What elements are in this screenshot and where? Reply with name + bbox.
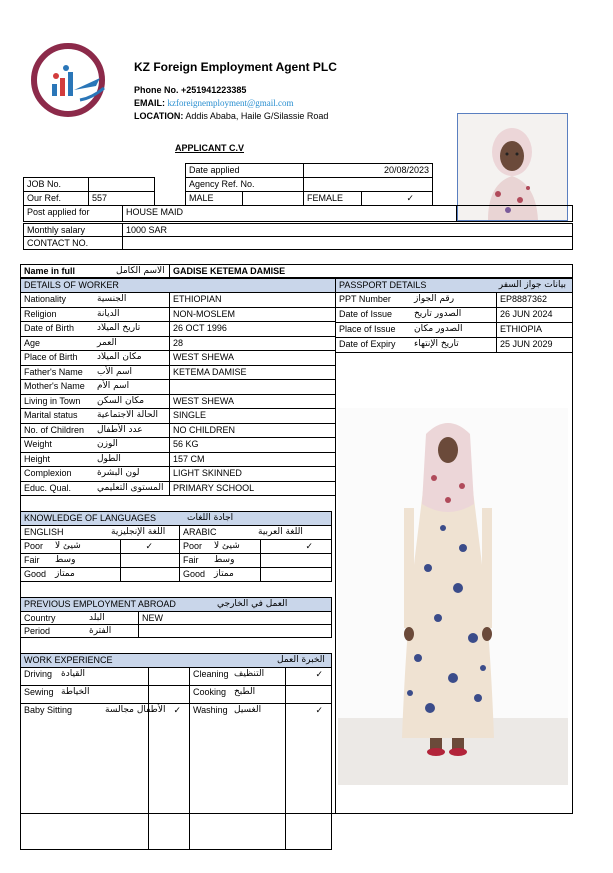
english-level-cell <box>20 539 121 554</box>
date-applied-label: Date applied <box>185 163 304 178</box>
previous-header-ar: العمل في الخارجي <box>217 599 288 609</box>
worker-label-cell <box>20 466 170 482</box>
english-level: Fair <box>24 555 40 565</box>
experience-left-check <box>148 685 190 704</box>
previous-header <box>20 597 332 612</box>
english-check <box>120 567 180 582</box>
worker-value: LIGHT SKINNED <box>169 466 336 482</box>
worker-label: Date of Birth <box>24 323 75 333</box>
email-line <box>134 99 294 108</box>
arabic-level: Fair <box>183 555 199 565</box>
arabic-level-cell <box>179 553 261 568</box>
worker-label: Mother's Name <box>24 381 85 391</box>
passport-header <box>335 278 573 293</box>
phone-label: Phone No. <box>134 85 179 95</box>
passport-label-cell <box>335 337 497 353</box>
experience-skill: Baby Sitting <box>24 705 73 715</box>
email-value[interactable]: kzforeignemployment@gmail.com <box>167 98 294 108</box>
passport-value: 25 JUN 2029 <box>496 337 573 353</box>
experience-skill: Washing <box>193 705 228 715</box>
worker-label-ar: مكان الميلاد <box>97 352 142 362</box>
experience-right-cell <box>189 685 286 704</box>
our-ref-value: 557 <box>88 191 155 206</box>
worker-label-cell <box>20 365 170 381</box>
experience-skill-ar: الخياطة <box>61 687 90 697</box>
worker-label-ar: الطول <box>97 453 121 464</box>
worker-label-ar: العمر <box>97 337 117 348</box>
name-label-cell <box>20 264 170 278</box>
worker-label-ar: الحالة الاجتماعية <box>97 410 158 420</box>
location-label: LOCATION: <box>134 111 184 121</box>
post-extra <box>456 205 573 222</box>
worker-value: WEST SHEWA <box>169 350 336 366</box>
arabic-level: Good <box>183 569 206 579</box>
passport-label-ar: تاريخ الإنتهاء <box>414 339 459 349</box>
passport-label-cell <box>335 307 497 323</box>
passport-label: Place of Issue <box>339 324 396 334</box>
name-label-ar: الاسم الكامل <box>116 266 165 276</box>
arabic-level-ar: شيئ لا <box>214 541 240 551</box>
experience-right-cell <box>189 703 286 850</box>
english-level-ar: ممتاز <box>55 569 75 579</box>
english-level: Good <box>24 569 47 579</box>
worker-value: NON-MOSLEM <box>169 307 336 323</box>
english-level-cell <box>20 567 121 582</box>
arabic-label: ARABIC <box>183 527 217 537</box>
worker-label: Educ. Qual. <box>24 482 72 493</box>
job-no-value <box>88 177 155 192</box>
male-label: MALE <box>185 191 243 206</box>
experience-left-cell <box>20 703 166 850</box>
country-label: Country <box>24 613 56 623</box>
arabic-level-ar: ممتاز <box>214 569 234 579</box>
worker-value: 28 <box>169 336 336 352</box>
worker-label: Father's Name <box>24 366 83 377</box>
worker-label: Place of Birth <box>24 352 78 362</box>
worker-label-cell <box>20 350 170 366</box>
agency-logo-icon <box>30 40 110 120</box>
worker-value: SINGLE <box>169 408 336 424</box>
email-label: EMAIL: <box>134 98 165 108</box>
worker-value: NO CHILDREN <box>169 423 336 439</box>
name-label: Name in full <box>24 266 76 276</box>
female-label: FEMALE <box>303 191 362 206</box>
previous-header-label: PREVIOUS EMPLOYMENT ABROAD <box>24 599 176 609</box>
passport-value: EP8887362 <box>496 292 573 308</box>
worker-value: ETHIOPIAN <box>169 292 336 308</box>
period-value <box>138 624 332 638</box>
worker-label: Marital status <box>24 410 78 420</box>
passport-label-cell <box>335 322 497 338</box>
worker-label: Living in Town <box>24 395 81 406</box>
experience-skill-ar: الأطفال مجالسة <box>105 705 166 715</box>
worker-value <box>169 379 336 395</box>
period-label: Period <box>24 626 51 636</box>
worker-label-ar: اسم الأم <box>97 381 130 391</box>
worker-label-cell <box>20 336 170 352</box>
country-value: NEW <box>138 611 332 625</box>
worker-label-ar: المستوى التعليمي <box>97 482 164 493</box>
worker-label: Nationality <box>24 294 67 304</box>
experience-header-label: WORK EXPERIENCE <box>24 655 113 665</box>
phone-line <box>134 86 246 95</box>
worker-label: Weight <box>24 439 52 449</box>
english-level-ar: شيئ لا <box>55 541 81 551</box>
english-header <box>20 525 180 540</box>
experience-skill: Cooking <box>193 687 227 697</box>
contact-value <box>122 236 573 250</box>
worker-label-cell <box>20 452 170 468</box>
experience-right-check: ✓ <box>285 703 332 850</box>
worker-label-ar: الديانة <box>97 308 120 319</box>
languages-header-ar: اجادة اللغات <box>187 513 234 523</box>
experience-skill-ar: التنظيف <box>234 669 265 679</box>
doc-title: APPLICANT C.V <box>175 143 245 153</box>
english-label: ENGLISH <box>24 527 64 537</box>
worker-label: No. of Children <box>24 424 85 435</box>
worker-value: 56 KG <box>169 437 336 453</box>
passport-value: 26 JUN 2024 <box>496 307 573 323</box>
worker-header: DETAILS OF WORKER <box>20 278 336 293</box>
experience-right-check: ✓ <box>285 667 332 686</box>
contact-label: CONTACT NO. <box>23 236 123 250</box>
date-applied-value: 20/08/2023 <box>303 163 433 178</box>
passport-label: Date of Issue <box>339 309 393 319</box>
worker-label-cell <box>20 481 170 497</box>
arabic-level: Poor <box>183 541 203 551</box>
passport-photo-area <box>335 352 573 814</box>
location-value: Addis Ababa, Haile G/Silassie Road <box>185 111 329 121</box>
arabic-check <box>260 567 332 582</box>
english-ar: اللغة الإنجليزية <box>111 527 166 537</box>
worker-label-cell <box>20 437 170 453</box>
worker-label: Age <box>24 337 41 348</box>
worker-label-cell <box>20 394 170 410</box>
experience-skill: Sewing <box>24 687 54 697</box>
period-ar: الفترة <box>89 626 112 636</box>
male-box <box>242 191 304 206</box>
passport-label: Date of Expiry <box>339 339 396 349</box>
worker-label-ar: عدد الأطفال <box>97 424 143 435</box>
agency-ref-value <box>303 177 433 192</box>
experience-right-check <box>285 685 332 704</box>
languages-header-label: KNOWLEDGE OF LANGUAGES <box>24 513 157 523</box>
post-label: Post applied for <box>23 205 123 222</box>
arabic-level-ar: وسط <box>214 555 235 565</box>
worker-label-cell <box>20 307 170 323</box>
worker-label-ar: لون البشرة <box>97 468 140 478</box>
experience-skill-ar: الطبخ <box>234 687 256 697</box>
worker-label: Complexion <box>24 468 72 478</box>
worker-value: KETEMA DAMISE <box>169 365 336 381</box>
experience-skill-ar: القيادة <box>61 669 85 679</box>
passport-label-ar: الصدور مكان <box>414 324 463 334</box>
worker-label-cell <box>20 321 170 337</box>
english-check <box>120 553 180 568</box>
company-name: KZ Foreign Employment Agent PLC <box>134 60 337 74</box>
experience-header-ar: الخبرة العمل <box>277 655 325 665</box>
phone-value: +251941223385 <box>181 85 247 95</box>
salary-value: 1000 SAR <box>122 223 573 237</box>
location-line <box>134 112 328 121</box>
worker-label-cell <box>20 379 170 395</box>
passport-header-label: PASSPORT DETAILS <box>339 280 427 290</box>
experience-skill: Cleaning <box>193 669 229 679</box>
worker-value: 157 CM <box>169 452 336 468</box>
passport-label-ar: الصدور تاريخ <box>414 309 462 319</box>
experience-left-check <box>148 667 190 686</box>
female-check: ✓ <box>361 191 433 206</box>
period-label-cell <box>20 624 139 638</box>
experience-left-cell <box>20 667 149 686</box>
english-check: ✓ <box>120 539 180 554</box>
post-value: HOUSE MAID <box>122 205 457 222</box>
passport-header-ar: بيانات جواز السفر <box>498 280 566 290</box>
experience-header <box>20 653 332 668</box>
worker-label-cell <box>20 408 170 424</box>
worker-label-ar: مكان السكن <box>97 395 145 406</box>
arabic-check: ✓ <box>260 539 332 554</box>
job-no-label: JOB No. <box>23 177 89 192</box>
english-level-cell <box>20 553 121 568</box>
worker-value: PRIMARY SCHOOL <box>169 481 336 497</box>
experience-skill-ar: الغسيل <box>234 705 262 715</box>
arabic-level-cell <box>179 539 261 554</box>
english-level-ar: وسط <box>55 555 76 565</box>
experience-left-check: ✓ <box>148 703 190 850</box>
our-ref-label: Our Ref. <box>23 191 89 206</box>
english-level: Poor <box>24 541 44 551</box>
worker-value: 26 OCT 1996 <box>169 321 336 337</box>
worker-label: Height <box>24 453 51 464</box>
worker-label-cell <box>20 292 170 308</box>
country-label-cell <box>20 611 139 625</box>
worker-label: Religion <box>24 308 57 319</box>
passport-value: ETHIOPIA <box>496 322 573 338</box>
arabic-check <box>260 553 332 568</box>
passport-label: PPT Number <box>339 294 391 304</box>
passport-label-ar: رقم الجواز <box>414 294 455 304</box>
name-value: GADISE KETEMA DAMISE <box>169 264 573 278</box>
agency-ref-label: Agency Ref. No. <box>185 177 304 192</box>
experience-left-cell <box>20 685 149 704</box>
passport-label-cell <box>335 292 497 308</box>
worker-label-cell <box>20 423 170 439</box>
worker-label-ar: تاريخ الميلاد <box>97 323 141 333</box>
salary-label: Monthly salary <box>23 223 123 237</box>
country-ar: البلد <box>89 613 105 623</box>
arabic-header <box>179 525 332 540</box>
worker-value: WEST SHEWA <box>169 394 336 410</box>
experience-right-cell <box>189 667 286 686</box>
languages-header <box>20 511 332 526</box>
worker-label-ar: الوزن <box>97 439 118 449</box>
arabic-level-cell <box>179 567 261 582</box>
experience-skill: Driving <box>24 669 53 679</box>
worker-label-ar: الجنسية <box>97 294 127 304</box>
worker-label-ar: اسم الأب <box>97 366 132 377</box>
arabic-ar: اللغة العربية <box>258 527 303 537</box>
